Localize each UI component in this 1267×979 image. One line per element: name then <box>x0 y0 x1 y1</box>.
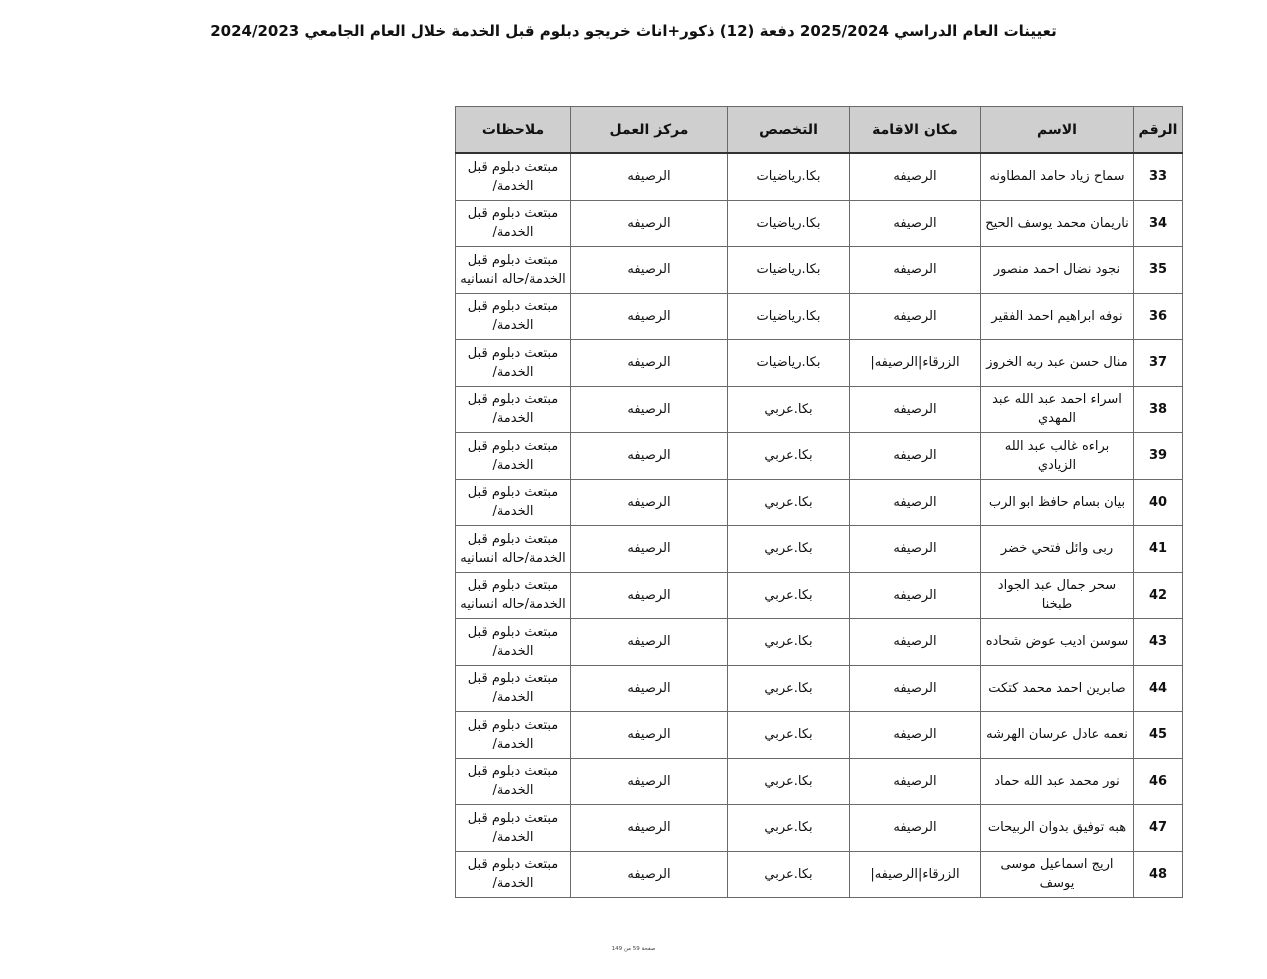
cell-specialty: بكا.عربي <box>728 386 850 433</box>
cell-num: 46 <box>1134 758 1183 805</box>
cell-specialty: بكا.عربي <box>728 665 850 712</box>
cell-num: 37 <box>1134 340 1183 387</box>
cell-num: 48 <box>1134 851 1183 898</box>
cell-name: سحر جمال عبد الجواد طبخنا <box>981 572 1134 619</box>
cell-specialty: بكا.عربي <box>728 433 850 480</box>
table-row <box>456 153 1183 200</box>
cell-residence: الرصيفه <box>850 386 981 433</box>
table-row <box>456 758 1183 805</box>
cell-workplace: الرصيفه <box>571 386 728 433</box>
cell-notes: مبتعث دبلوم قبل الخدمة/ <box>456 758 571 805</box>
cell-name: سماح زياد حامد المطاونه <box>981 153 1134 200</box>
table-row <box>456 665 1183 712</box>
table-row <box>456 712 1183 759</box>
table-row <box>456 479 1183 526</box>
cell-workplace: الرصيفه <box>571 433 728 480</box>
header-residence: مكان الاقامة <box>850 107 981 154</box>
cell-workplace: الرصيفه <box>571 712 728 759</box>
cell-name: اسراء احمد عبد الله عبد المهدي <box>981 386 1134 433</box>
table-row <box>456 805 1183 852</box>
table-row <box>456 386 1183 433</box>
cell-residence: الرصيفه <box>850 665 981 712</box>
table-row <box>456 433 1183 480</box>
header-workplace: مركز العمل <box>571 107 728 154</box>
cell-num: 34 <box>1134 200 1183 247</box>
cell-notes: مبتعث دبلوم قبل الخدمة/ <box>456 153 571 200</box>
cell-specialty: بكا.عربي <box>728 479 850 526</box>
cell-specialty: بكا.عربي <box>728 805 850 852</box>
cell-workplace: الرصيفه <box>571 572 728 619</box>
cell-notes: مبتعث دبلوم قبل الخدمة/ <box>456 340 571 387</box>
cell-notes: مبتعث دبلوم قبل الخدمة/ <box>456 433 571 480</box>
appointments-table <box>455 106 1183 898</box>
table-row <box>456 851 1183 898</box>
cell-specialty: بكا.رياضيات <box>728 153 850 200</box>
table-row <box>456 247 1183 294</box>
cell-workplace: الرصيفه <box>571 526 728 573</box>
cell-residence: الرصيفه <box>850 200 981 247</box>
cell-num: 44 <box>1134 665 1183 712</box>
cell-residence: الرصيفه <box>850 293 981 340</box>
cell-name: صابرين احمد محمد كتكت <box>981 665 1134 712</box>
cell-num: 39 <box>1134 433 1183 480</box>
cell-name: هبه توفيق بدوان الربيحات <box>981 805 1134 852</box>
cell-residence: الرصيفه <box>850 433 981 480</box>
cell-residence: الرصيفه <box>850 526 981 573</box>
cell-workplace: الرصيفه <box>571 247 728 294</box>
cell-notes: مبتعث دبلوم قبل الخدمة/حاله انسانيه <box>456 526 571 573</box>
cell-name: نجود نضال احمد منصور <box>981 247 1134 294</box>
cell-name: منال حسن عبد ربه الخروز <box>981 340 1134 387</box>
table-row <box>456 200 1183 247</box>
cell-num: 41 <box>1134 526 1183 573</box>
cell-notes: مبتعث دبلوم قبل الخدمة/حاله انسانيه <box>456 247 571 294</box>
table-row <box>456 572 1183 619</box>
cell-residence: الرصيفه <box>850 619 981 666</box>
cell-notes: مبتعث دبلوم قبل الخدمة/حاله انسانيه <box>456 572 571 619</box>
cell-notes: مبتعث دبلوم قبل الخدمة/ <box>456 851 571 898</box>
cell-name: نور محمد عبد الله حماد <box>981 758 1134 805</box>
cell-residence: الرصيفه <box>850 758 981 805</box>
cell-residence: الرصيفه <box>850 712 981 759</box>
cell-specialty: بكا.عربي <box>728 572 850 619</box>
cell-workplace: الرصيفه <box>571 293 728 340</box>
cell-workplace: الرصيفه <box>571 758 728 805</box>
cell-specialty: بكا.عربي <box>728 758 850 805</box>
cell-workplace: الرصيفه <box>571 340 728 387</box>
page-title: تعيينات العام الدراسي 2025/2024 دفعة (12) ذكور+اناث خريجو دبلوم قبل الخدمة خلال العام الجامعي 2024/2023 <box>210 22 1057 40</box>
cell-specialty: بكا.رياضيات <box>728 247 850 294</box>
cell-name: سوسن اديب عوض شحاده <box>981 619 1134 666</box>
cell-specialty: بكا.رياضيات <box>728 200 850 247</box>
cell-notes: مبتعث دبلوم قبل الخدمة/ <box>456 293 571 340</box>
table-row <box>456 619 1183 666</box>
cell-num: 38 <box>1134 386 1183 433</box>
cell-notes: مبتعث دبلوم قبل الخدمة/ <box>456 479 571 526</box>
header-num: الرقم <box>1134 107 1183 154</box>
cell-residence: الرصيفه <box>850 572 981 619</box>
cell-specialty: بكا.عربي <box>728 712 850 759</box>
cell-notes: مبتعث دبلوم قبل الخدمة/ <box>456 386 571 433</box>
cell-num: 45 <box>1134 712 1183 759</box>
cell-workplace: الرصيفه <box>571 479 728 526</box>
cell-specialty: بكا.عربي <box>728 526 850 573</box>
cell-num: 35 <box>1134 247 1183 294</box>
cell-name: ناريمان محمد يوسف الحيح <box>981 200 1134 247</box>
cell-workplace: الرصيفه <box>571 619 728 666</box>
table-row <box>456 293 1183 340</box>
cell-workplace: الرصيفه <box>571 200 728 247</box>
cell-specialty: بكا.عربي <box>728 619 850 666</box>
cell-name: براءه غالب عبد الله الزيادي <box>981 433 1134 480</box>
cell-residence: الزرقاء|الرصيفه| <box>850 340 981 387</box>
table-header-row <box>456 107 1183 154</box>
cell-notes: مبتعث دبلوم قبل الخدمة/ <box>456 200 571 247</box>
cell-workplace: الرصيفه <box>571 153 728 200</box>
cell-num: 36 <box>1134 293 1183 340</box>
cell-num: 40 <box>1134 479 1183 526</box>
cell-num: 42 <box>1134 572 1183 619</box>
cell-notes: مبتعث دبلوم قبل الخدمة/ <box>456 619 571 666</box>
table-row <box>456 340 1183 387</box>
cell-workplace: الرصيفه <box>571 805 728 852</box>
cell-num: 43 <box>1134 619 1183 666</box>
cell-residence: الزرقاء|الرصيفه| <box>850 851 981 898</box>
cell-name: ربى وائل فتحي خضر <box>981 526 1134 573</box>
cell-name: نعمه عادل عرسان الهرشه <box>981 712 1134 759</box>
cell-residence: الرصيفه <box>850 153 981 200</box>
header-notes: ملاحظات <box>456 107 571 154</box>
cell-workplace: الرصيفه <box>571 665 728 712</box>
cell-residence: الرصيفه <box>850 247 981 294</box>
cell-workplace: الرصيفه <box>571 851 728 898</box>
cell-notes: مبتعث دبلوم قبل الخدمة/ <box>456 712 571 759</box>
cell-specialty: بكا.رياضيات <box>728 340 850 387</box>
cell-notes: مبتعث دبلوم قبل الخدمة/ <box>456 665 571 712</box>
page-footer: صفحة 59 من 149 <box>611 946 656 952</box>
header-name: الاسم <box>981 107 1134 154</box>
cell-name: اريج اسماعيل موسى يوسف <box>981 851 1134 898</box>
table-row <box>456 526 1183 573</box>
cell-name: نوفه ابراهيم احمد الفقير <box>981 293 1134 340</box>
cell-specialty: بكا.رياضيات <box>728 293 850 340</box>
header-specialty: التخصص <box>728 107 850 154</box>
cell-residence: الرصيفه <box>850 479 981 526</box>
cell-notes: مبتعث دبلوم قبل الخدمة/ <box>456 805 571 852</box>
cell-num: 47 <box>1134 805 1183 852</box>
cell-specialty: بكا.عربي <box>728 851 850 898</box>
cell-residence: الرصيفه <box>850 805 981 852</box>
cell-num: 33 <box>1134 153 1183 200</box>
cell-name: بيان بسام حافظ ابو الرب <box>981 479 1134 526</box>
